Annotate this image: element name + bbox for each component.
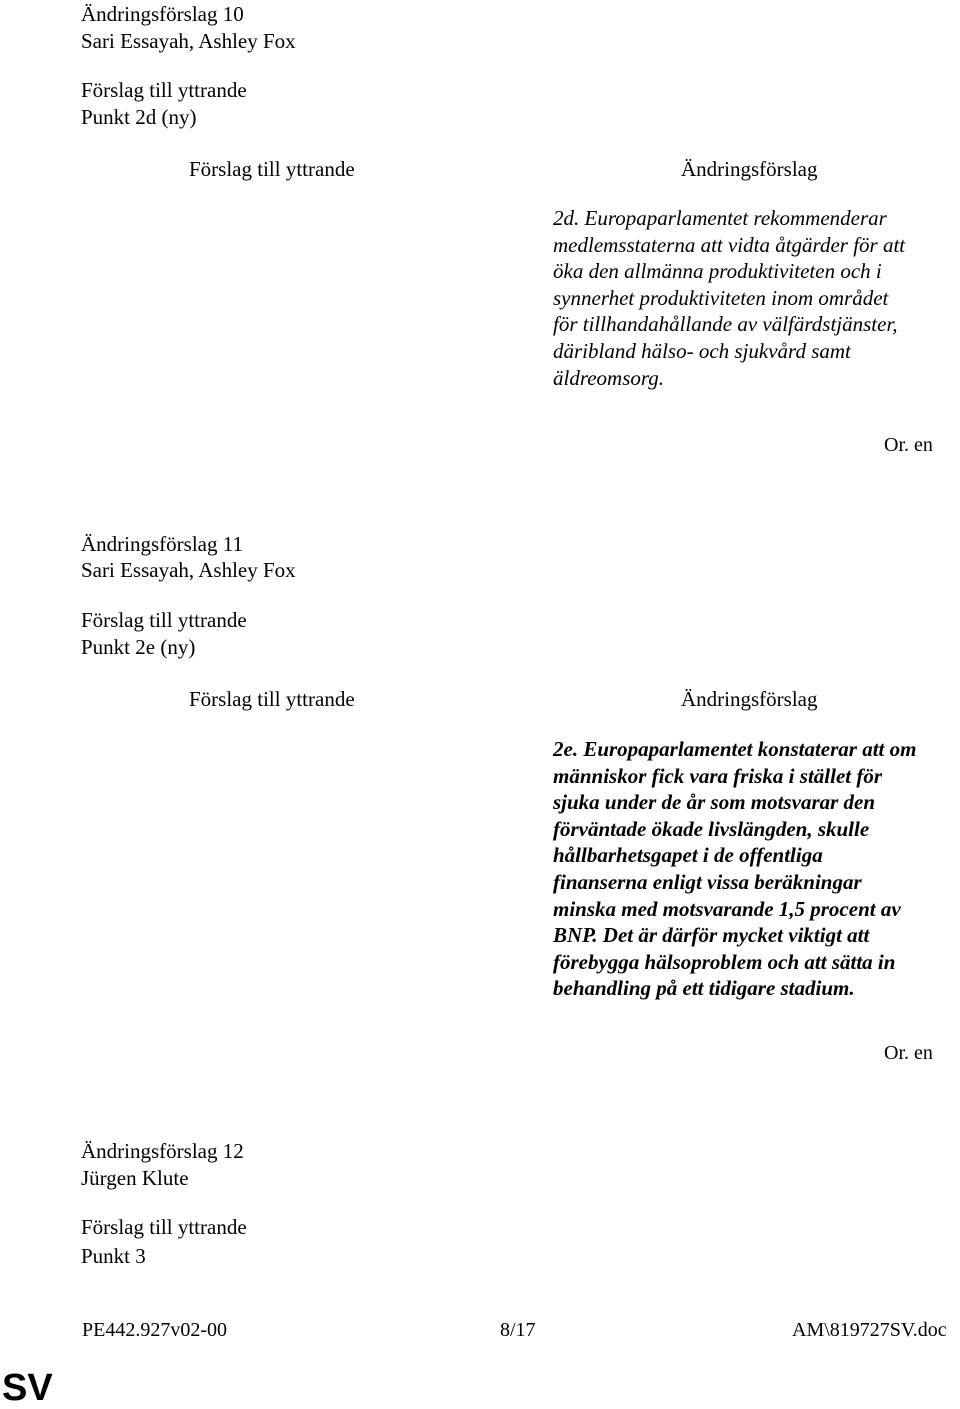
footer-doc-ref: PE442.927v02-00 [82, 1319, 227, 1341]
amendment-line: medlemsstaterna att vidta åtgärder för att [553, 232, 906, 257]
amendment-11-authors: Sari Essayah, Ashley Fox [81, 558, 296, 582]
amendment-10-point: Punkt 2d (ny) [81, 105, 197, 129]
amendment-10-original-language: Or. en [884, 434, 933, 456]
amendment-line: minska med motsvarande 1,5 procent av [553, 896, 901, 921]
amendment-line: förväntade ökade livslängden, skulle [553, 816, 870, 841]
amendment-10-text [553, 205, 958, 391]
amendment-11-point: Punkt 2e (ny) [81, 635, 196, 659]
amendment-10-col-left-header: Förslag till yttrande [189, 157, 355, 181]
amendment-11-original-language: Or. en [884, 1042, 933, 1064]
footer-page-number: 8/17 [500, 1319, 536, 1341]
amendment-line: människor fick vara friska i stället för [553, 763, 883, 788]
amendment-line: öka den allmänna produktiviteten och i [553, 259, 882, 284]
footer-file-ref: AM\819727SV.doc [792, 1319, 947, 1341]
amendment-line: däribland hälso- och sjukvård samt [553, 338, 851, 363]
amendment-line: för tillhandahållande av välfärdstjänster, [553, 312, 898, 337]
amendment-10-authors: Sari Essayah, Ashley Fox [81, 29, 296, 53]
amendment-10-section: Förslag till yttrande [81, 78, 247, 102]
amendment-12-section: Förslag till yttrande [81, 1215, 247, 1239]
amendment-line: BNP. Det är därför mycket viktigt att [553, 923, 870, 948]
amendment-line: synnerhet produktiviteten inom området [553, 285, 889, 310]
amendment-11-number: Ändringsförslag 11 [81, 532, 243, 556]
amendment-line: hållbarhetsgapet i de offentliga [553, 843, 823, 868]
amendment-line: sjuka under de år som motsvarar den [553, 790, 876, 815]
amendment-11-text [553, 736, 958, 1002]
amendment-11-section: Förslag till yttrande [81, 608, 247, 632]
amendment-12-authors: Jürgen Klute [81, 1166, 189, 1190]
amendment-line: 2e. Europaparlamentet konstaterar att om [553, 737, 917, 761]
amendment-11-col-left-header: Förslag till yttrande [189, 687, 355, 711]
language-code: SV [2, 1367, 53, 1409]
amendment-12-point: Punkt 3 [81, 1244, 146, 1268]
amendment-11-col-right-header: Ändringsförslag [681, 687, 818, 711]
amendment-line: äldreomsorg. [553, 365, 665, 390]
amendment-12-number: Ändringsförslag 12 [81, 1139, 244, 1163]
amendment-line: behandling på ett tidigare stadium. [553, 976, 855, 1001]
amendment-10-number: Ändringsförslag 10 [81, 2, 244, 26]
amendment-line: 2d. Europaparlamentet rekommenderar [553, 206, 887, 230]
amendment-10-col-right-header: Ändringsförslag [681, 157, 818, 181]
amendment-line: finanserna enligt vissa beräkningar [553, 869, 862, 894]
amendment-line: förebygga hälsoproblem och att sätta in [553, 949, 896, 974]
